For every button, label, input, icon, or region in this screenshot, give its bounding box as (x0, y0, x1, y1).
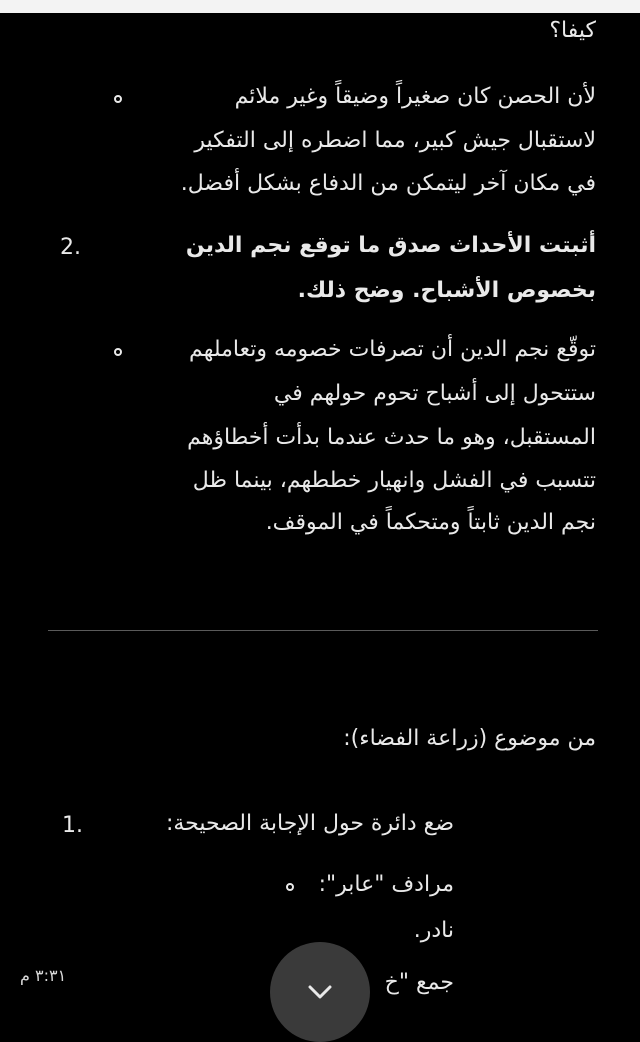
top-bar (0, 0, 640, 13)
answer-line: ستتحول إلى أشباح تحوم حولهم في (273, 381, 596, 406)
answer-line: المستقبل، وهو ما حدث عندما بدأت أخطاؤهم (187, 425, 596, 450)
question-line: أثبتت الأحداث صدق ما توقع نجم الدين (185, 233, 596, 258)
option-text: نادر. (413, 918, 454, 943)
status-time: ٣:٣١ م (20, 966, 67, 985)
answer-line: لأن الحصن كان صغيراً وضيقاً وغير ملائم (234, 84, 596, 109)
bullet-icon (114, 348, 122, 356)
answer-line: توقّع نجم الدين أن تصرفات خصومه وتعاملهم (189, 337, 596, 362)
question-line: بخصوص الأشباح. وضح ذلك. (297, 278, 596, 303)
question-number: 2. (60, 235, 81, 260)
question-number: 1. (62, 813, 83, 838)
answer-line: في مكان آخر ليتمكن من الدفاع بشكل أفضل. (180, 171, 596, 196)
question-text: ضع دائرة حول الإجابة الصحيحة: (165, 811, 454, 836)
bullet-icon (286, 883, 294, 891)
synonym-prompt: مرادف "عابر": (318, 872, 454, 897)
bullet-icon (114, 95, 122, 103)
answer-line: نجم الدين ثابتاً ومتحكماً في الموقف. (265, 510, 596, 535)
scroll-down-button[interactable] (270, 942, 370, 1042)
answer-line: تتسبب في الفشل وانهيار خططهم، بينما ظل (192, 468, 596, 493)
chevron-down-icon (308, 984, 332, 1000)
top-heading: كيفا؟ (549, 18, 596, 43)
cut-line: جمع "خ (384, 970, 454, 995)
section-divider (48, 630, 598, 631)
section-title: من موضوع (زراعة الفضاء): (343, 726, 596, 751)
answer-line: لاستقبال جيش كبير، مما اضطره إلى التفكير (194, 128, 596, 153)
